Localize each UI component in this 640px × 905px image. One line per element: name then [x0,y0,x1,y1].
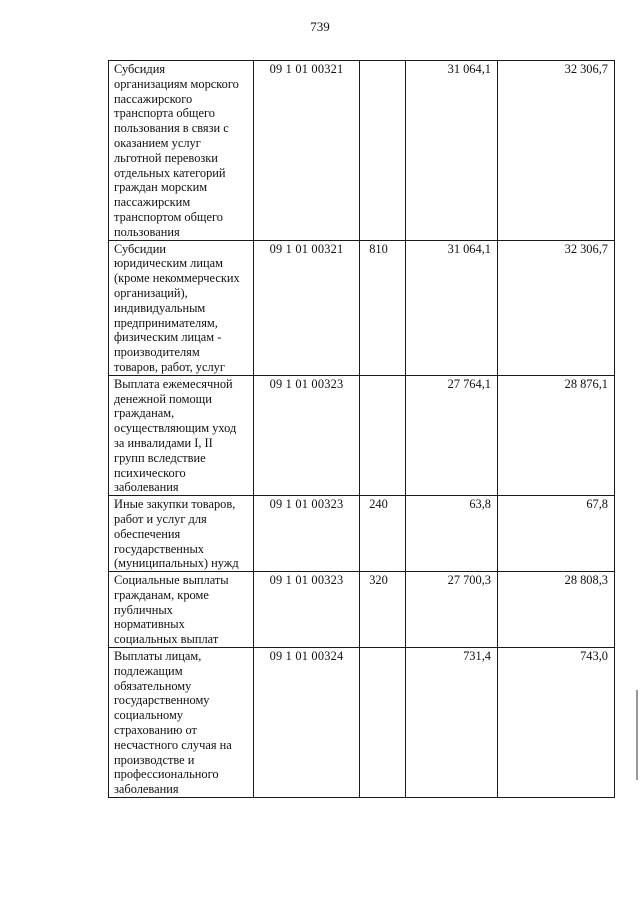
amount-cell-1: 63,8 [406,496,498,572]
expense-type-cell: 810 [360,240,406,375]
target-code-cell: 09 1 01 00323 [254,572,360,648]
table-row [109,375,615,495]
amount-cell-2: 67,8 [498,496,615,572]
table-row [109,648,615,798]
expense-type-cell: 240 [360,496,406,572]
row-name-cell: Социальные выплаты гражданам, кроме публичных нормативных социальных выплат [109,572,254,648]
row-name-cell: Выплата ежемесячной денежной помощи гражданам, осуществляющим уход за инвалидами I, II групп вследствие психического заболевания [109,375,254,495]
table-row [109,61,615,241]
row-name-cell: Субсидии юридическим лицам (кроме некоммерческих организаций), индивидуальным предпринимателям, физическим лицам - производителям товаров, работ, услуг [109,240,254,375]
page-number: 739 [310,19,330,34]
row-name-cell: Выплаты лицам, подлежащим обязательному государственному социальному страхованию от несчастного случая на производстве и профессионального заболевания [109,648,254,798]
target-code-cell: 09 1 01 00321 [254,240,360,375]
expense-type-cell [360,648,406,798]
amount-cell-1: 27 764,1 [406,375,498,495]
amount-cell-1: 31 064,1 [406,61,498,241]
target-code-cell: 09 1 01 00323 [254,496,360,572]
amount-cell-2: 32 306,7 [498,61,615,241]
amount-cell-2: 28 876,1 [498,375,615,495]
table-row [109,572,615,648]
table-row [109,496,615,572]
scan-edge-mark [636,690,638,780]
row-name-cell: Иные закупки товаров, работ и услуг для обеспечения государственных (муниципальных) нужд [109,496,254,572]
amount-cell-1: 731,4 [406,648,498,798]
amount-cell-2: 32 306,7 [498,240,615,375]
amount-cell-1: 31 064,1 [406,240,498,375]
expense-type-cell [360,375,406,495]
target-code-cell: 09 1 01 00321 [254,61,360,241]
row-name-cell: Субсидия организациям морского пассажирского транспорта общего пользования в связи с оказанием услуг льготной перевозки отдельных категорий граждан морским пассажирским транспортом общего пользования [109,61,254,241]
amount-cell-2: 28 808,3 [498,572,615,648]
table-row [109,240,615,375]
target-code-cell: 09 1 01 00323 [254,375,360,495]
budget-table [108,60,615,798]
target-code-cell: 09 1 01 00324 [254,648,360,798]
expense-type-cell [360,61,406,241]
amount-cell-2: 743,0 [498,648,615,798]
amount-cell-1: 27 700,3 [406,572,498,648]
expense-type-cell: 320 [360,572,406,648]
